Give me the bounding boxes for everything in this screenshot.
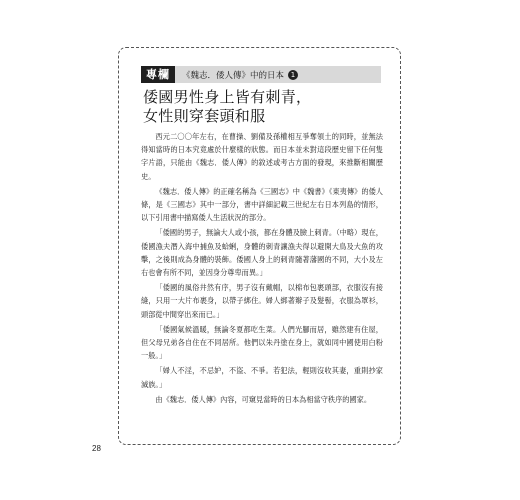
headline-line-1: 倭國男性身上皆有刺青， (143, 88, 312, 106)
paragraph: 「倭國氣候溫暖，無論冬夏都吃生菜。人們光腳而居，雖然建有住屋，但父母兄弟各自住在不同居所。他們以朱丹塗在身上，就如同中國使用白粉一般。」 (141, 324, 383, 361)
paragraph: 「婦人不淫，不忌妒，不盜、不爭。若犯法，輕則沒收其妻，重則抄家滅族。」 (141, 366, 383, 389)
paragraph: 《魏志．倭人傳》的正確名稱為《三國志》中《魏書》《東夷傳》的倭人條，是《三國志》其中一部分，書中詳細記載三世紀左右日本列島的情形，以下引用書中描寫倭人生活狀況的部分。 (141, 186, 383, 223)
paragraph: 西元二〇〇年左右，在曹操、劉備及孫權相互爭奪領土的同時，並無法得知當時的日本究竟處於什麼樣的狀態。而日本並未對這段歷史留下任何隻字片語，只能由《魏志．倭人傳》的敘述或考古方面的發現，來推斷相關歷史。 (141, 132, 383, 181)
series-number-badge: 1 (288, 70, 298, 80)
headline (143, 88, 383, 126)
paragraph: 「倭國的男子，無論大人或小孩，都在身體及臉上刺青。（中略）現在，倭國漁夫潛入海中捕魚及蛤蜊，身體的刺青讓漁夫得以避開大鳥及大魚的攻擊，之後則成為身體的裝飾。倭國人身上的刺青隨著藩國的不同，大小及左右也會有所不同，並因身分尊卑而異。」 (141, 228, 383, 278)
headline-line-2: 女性則穿套頭和服 (143, 107, 266, 125)
series-title-text: 《魏志．倭人傳》中的日本 (182, 70, 285, 81)
column-header (141, 66, 381, 83)
paragraph: 「倭國的風俗井然有序，男子沒有戴帽，以棉布包裹頭部，衣服沒有接縫，只用一大片布裹身，以帶子綁住。婦人綁著辮子及髮髻，衣服為罩衫，頭部從中間穿出來而已。」 (141, 283, 383, 319)
page-number: 28 (92, 444, 101, 453)
column-tag: 專欄 (141, 66, 175, 83)
article-body (141, 130, 383, 408)
series-title (182, 69, 298, 81)
paragraph: 由《魏志．倭人傳》內容，可窺見當時的日本為相當守秩序的國家。 (155, 394, 372, 404)
